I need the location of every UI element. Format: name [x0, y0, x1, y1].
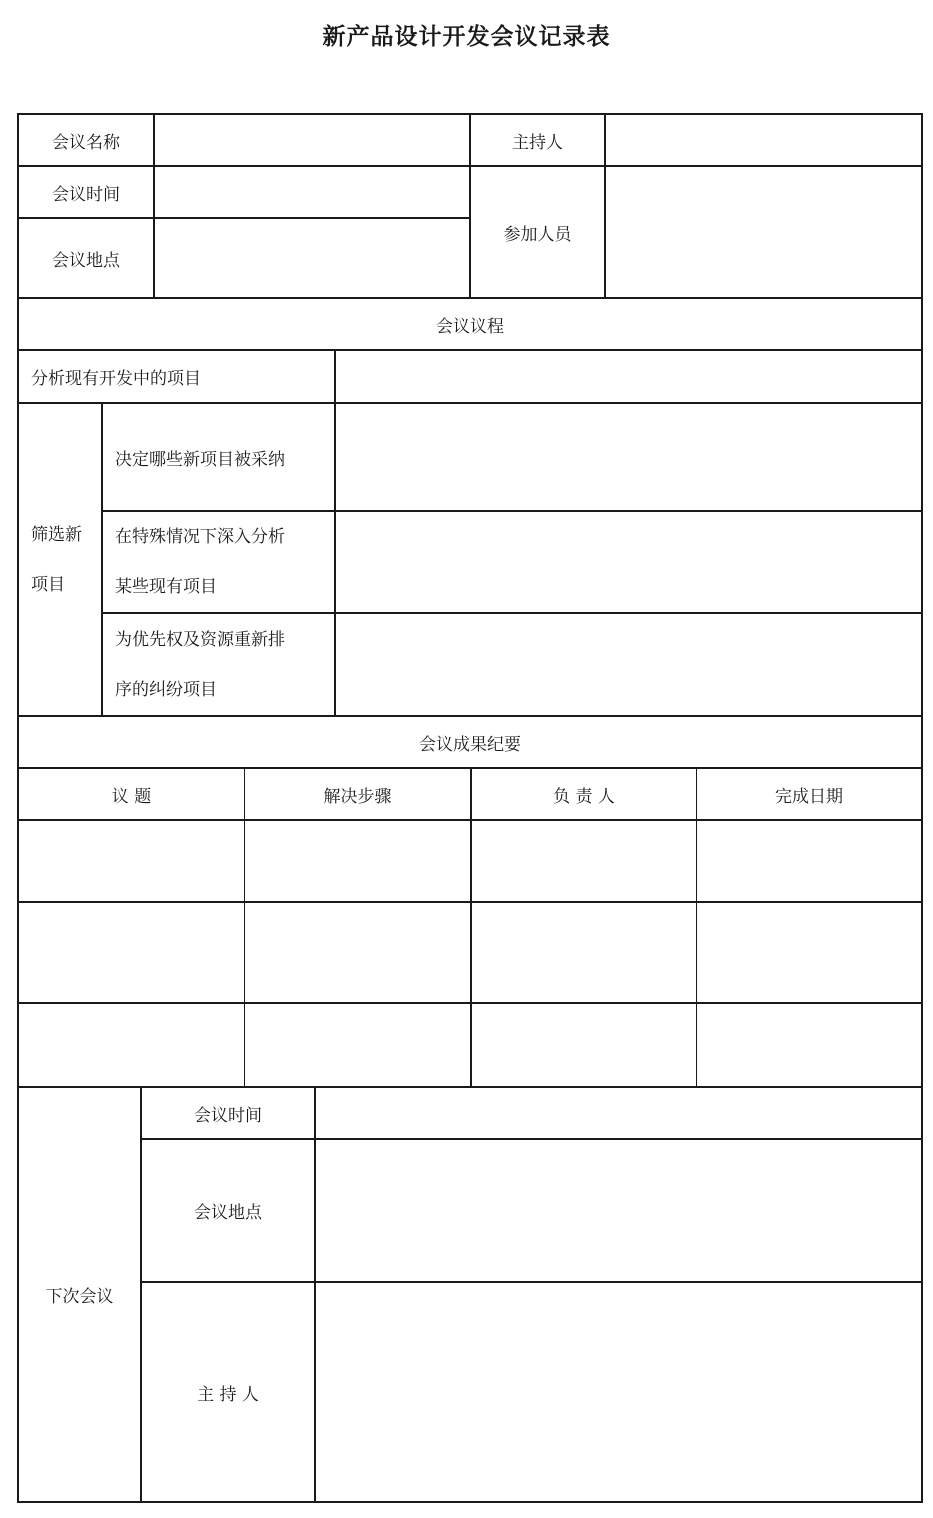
minutes-cell-topic[interactable]: [19, 821, 244, 901]
agenda-sub-deep-analysis-notes[interactable]: [336, 512, 921, 612]
column-header-responsible-person: 负 责 人: [553, 786, 615, 807]
minutes-cell-completion-date[interactable]: [697, 821, 921, 901]
agenda-sub-adopt-projects: 决定哪些新项目被采纳: [115, 449, 285, 470]
meeting-time-field[interactable]: [155, 167, 469, 217]
agenda-sub-deep-analysis-line2: 某些现有项目: [115, 577, 217, 597]
agenda-heading: 会议议程: [436, 316, 504, 337]
next-meeting-place-field[interactable]: [316, 1140, 921, 1281]
screen-new-projects-label-line1: 筛选新: [31, 524, 82, 545]
column-header-completion-date: 完成日期: [775, 786, 843, 807]
meeting-place-label: 会议地点: [52, 250, 120, 271]
agenda-sub-priority-reorder: [103, 614, 334, 715]
minutes-cell-solution-steps[interactable]: [245, 821, 470, 901]
agenda-sub-deep-analysis-line1: 在特殊情况下深入分析: [115, 527, 285, 547]
next-meeting-host-label: 主 持 人: [197, 1384, 259, 1405]
agenda-item-analyze-existing-notes[interactable]: [336, 351, 921, 402]
meeting-name-label: 会议名称: [52, 132, 120, 153]
minutes-cell-solution-steps[interactable]: [245, 903, 470, 1002]
host-label: 主持人: [512, 132, 563, 153]
agenda-sub-priority-reorder-line1: 为优先权及资源重新排: [115, 629, 285, 650]
screen-new-projects-label-line2: 项目: [31, 574, 65, 595]
minutes-cell-responsible-person[interactable]: [472, 903, 696, 1002]
column-header-topic: 议 题: [111, 786, 152, 807]
minutes-cell-responsible-person[interactable]: [472, 821, 696, 901]
meeting-record-table: [17, 113, 923, 1503]
minutes-cell-completion-date[interactable]: [697, 903, 921, 1002]
column-header-solution-steps: 解决步骤: [323, 786, 392, 807]
meeting-place-field[interactable]: [155, 219, 469, 297]
minutes-cell-topic[interactable]: [19, 1004, 244, 1086]
agenda-sub-priority-reorder-notes[interactable]: [336, 614, 921, 715]
attendees-label: 参加人员: [503, 224, 572, 245]
next-meeting-host-field[interactable]: [316, 1283, 921, 1501]
minutes-cell-solution-steps[interactable]: [245, 1004, 470, 1086]
next-meeting-time-field[interactable]: [316, 1088, 921, 1138]
minutes-cell-completion-date[interactable]: [697, 1004, 921, 1086]
next-meeting-label: 下次会议: [45, 1287, 114, 1307]
page-title: 新产品设计开发会议记录表: [322, 24, 611, 50]
attendees-field[interactable]: [606, 167, 921, 297]
next-meeting-time-label: 会议时间: [194, 1105, 262, 1126]
next-meeting-place-label: 会议地点: [194, 1203, 262, 1223]
agenda-item-analyze-existing: 分析现有开发中的项目: [31, 369, 201, 389]
minutes-heading: 会议成果纪要: [419, 734, 521, 755]
screen-new-projects-label: [19, 404, 101, 715]
minutes-cell-responsible-person[interactable]: [472, 1004, 696, 1086]
minutes-cell-topic[interactable]: [19, 903, 244, 1002]
meeting-name-field[interactable]: [155, 115, 469, 165]
agenda-sub-priority-reorder-line2: 序的纠纷项目: [115, 679, 217, 700]
host-field[interactable]: [606, 115, 921, 165]
meeting-time-label: 会议时间: [52, 184, 120, 205]
agenda-sub-adopt-projects-notes[interactable]: [336, 404, 921, 510]
agenda-sub-deep-analysis: [103, 512, 334, 612]
